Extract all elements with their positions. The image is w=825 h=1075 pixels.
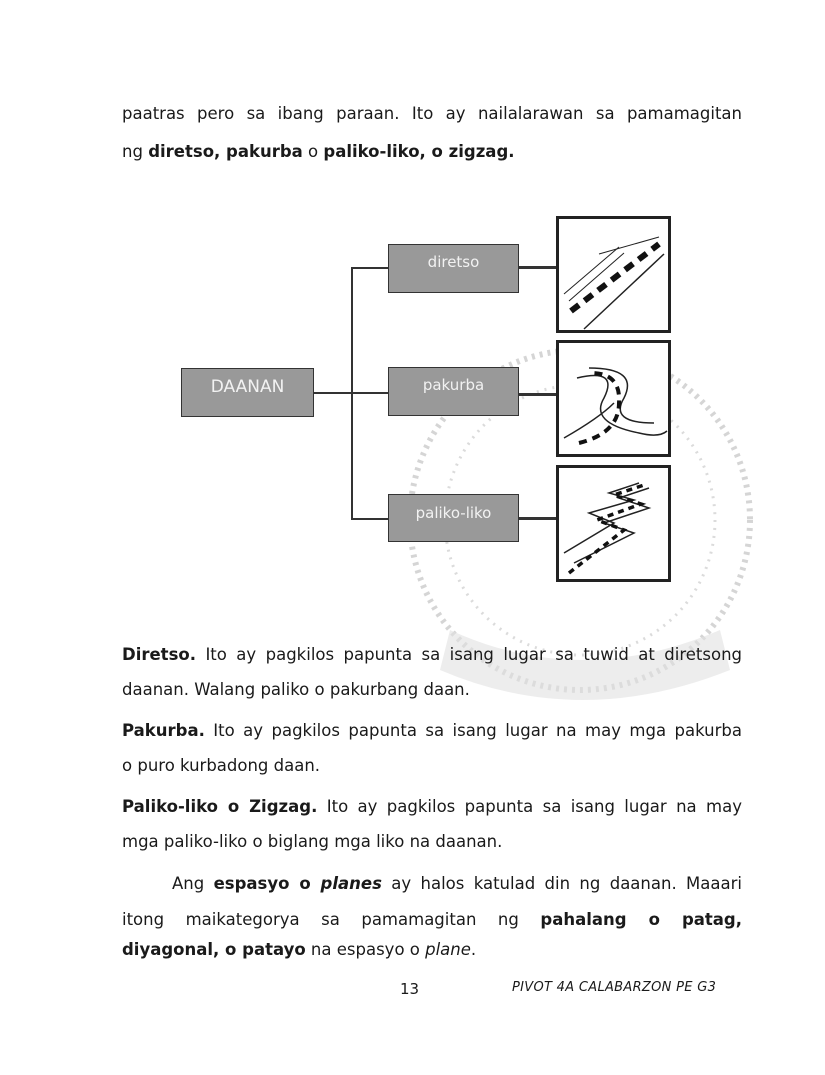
connector (351, 267, 388, 269)
closing-line-3: diyagonal, o patayo na espasyo o plane. (122, 940, 477, 959)
connector (519, 517, 556, 520)
connector (519, 393, 556, 396)
branch-box-diretso: diretso (388, 244, 519, 293)
zigzag-road-icon (556, 465, 671, 582)
connector (351, 518, 388, 520)
branch-box-pakurba: pakurba (388, 367, 519, 416)
connector (314, 392, 352, 394)
def-pakurba-line-2: o puro kurbadong daan. (122, 756, 321, 775)
closing-line-1: Ang espasyo o planes ay halos katulad din ng daanan. Maaari (172, 874, 742, 893)
def-zigzag-line-1: Paliko-liko o Zigzag. Ito ay pagkilos papunta sa isang lugar na may (122, 797, 742, 816)
closing-line-2: itong maikategorya sa pamamagitan ng pahalang o patag, (122, 910, 742, 929)
def-pakurba-line-1: Pakurba. Ito ay pagkilos papunta sa isang lugar na may mga pakurba (122, 721, 742, 740)
def-diretso-line-2: daanan. Walang paliko o pakurbang daan. (122, 680, 470, 699)
root-box: DAANAN (181, 368, 314, 417)
page-number: 13 (400, 980, 420, 998)
connector (519, 266, 556, 269)
straight-road-icon (556, 216, 671, 333)
def-diretso-line-1: Diretso. Ito ay pagkilos papunta sa isang lugar sa tuwid at diretsong (122, 645, 742, 664)
intro-line-1: paatras pero sa ibang paraan. Ito ay nailalarawan sa pamamagitan (122, 104, 742, 123)
intro-line-2: ng diretso, pakurba o paliko-liko, o zigzag. (122, 142, 515, 161)
def-zigzag-line-2: mga paliko-liko o biglang mga liko na daanan. (122, 832, 503, 851)
connector (351, 392, 388, 394)
branch-box-paliko-liko: paliko-liko (388, 494, 519, 542)
footer-title: PIVOT 4A CALABARZON PE G3 (512, 980, 717, 995)
curved-road-icon (556, 340, 671, 457)
